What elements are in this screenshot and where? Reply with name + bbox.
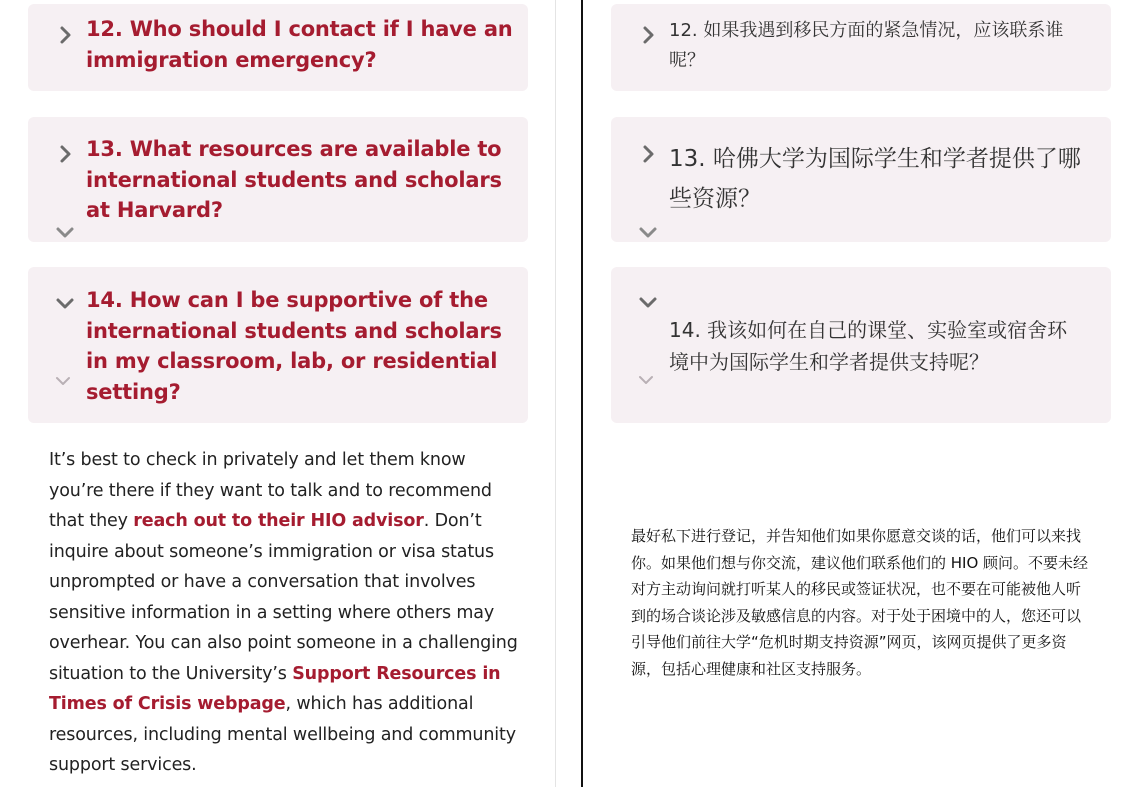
- faq-question-14-zh[interactable]: 14. 我该如何在自己的课堂、实验室或宿舍环境中为国际学生和学者提供支持呢？: [669, 318, 1068, 374]
- chevron-down-icon: [635, 371, 657, 393]
- faq-item-12-zh[interactable]: [611, 4, 1111, 91]
- chevron-down-icon: [52, 372, 74, 394]
- faq-question-12[interactable]: 12. Who should I contact if I have an immigration emergency?: [86, 17, 513, 72]
- faq-question-13[interactable]: 13. What resources are available to international students and scholars at Harvard?: [86, 137, 502, 222]
- crisis-support-link[interactable]: Support Resources in Times of Crisis webpage: [49, 663, 501, 714]
- hio-advisor-link[interactable]: reach out to their HIO advisor: [133, 511, 424, 531]
- answer-text: It’s best to check in privately and let them know you’re there if they want to talk and to recommend that they: [49, 450, 492, 531]
- answer-text: , which has additional resources, including mental wellbeing and community support services.: [49, 694, 516, 775]
- faq-item-13-zh[interactable]: [611, 117, 1111, 242]
- chevron-down-icon[interactable]: [54, 293, 76, 315]
- faq-question-14[interactable]: 14. How can I be supportive of the international students and scholars in my classroom, lab, or residential setting?: [86, 288, 502, 404]
- faq-question-13-zh[interactable]: 13. 哈佛大学为国际学生和学者提供了哪些资源？: [669, 146, 1081, 212]
- chevron-right-icon[interactable]: [54, 143, 76, 165]
- faq-item-12[interactable]: [28, 4, 528, 91]
- chevron-down-icon[interactable]: [637, 292, 659, 314]
- chevron-right-icon[interactable]: [637, 143, 659, 165]
- answer-text: . Don’t inquire about someone’s immigration or visa status unprompted or have a conversation that involves sensitive information in a setting where others may overhear. You can also point someone in a challenging situation to the University’s: [49, 511, 518, 684]
- english-faq-panel: [0, 0, 556, 787]
- faq-question-12-zh[interactable]: 12. 如果我遇到移民方面的紧急情况，应该联系谁呢？: [669, 20, 1064, 71]
- chevron-down-icon: [54, 225, 76, 239]
- chevron-right-icon[interactable]: [637, 24, 659, 46]
- chevron-right-icon[interactable]: [54, 24, 76, 46]
- faq-item-14[interactable]: [28, 267, 528, 423]
- chinese-faq-panel: [583, 0, 1138, 787]
- faq-answer-14-zh: 最好私下进行登记，并告知他们如果你愿意交谈的话，他们可以来找你。如果他们想与你交流，建议他们联系他们的 HIO 顾问。不要未经对方主动询问就打听某人的移民或签证状况，也不要在可能被他人听到的场合谈论涉及敏感信息的内容。对于处于困境中的人，您还可以引导他们前往大学“危机时期支持资源”网页，该网页提供了更多资源，包括心理健康和社区支持服务。: [631, 527, 1089, 678]
- faq-item-14-zh[interactable]: [611, 267, 1111, 423]
- panel-gap: [556, 0, 581, 787]
- faq-item-13[interactable]: [28, 117, 528, 242]
- faq-answer-14: [49, 445, 519, 781]
- chevron-down-icon: [637, 225, 659, 239]
